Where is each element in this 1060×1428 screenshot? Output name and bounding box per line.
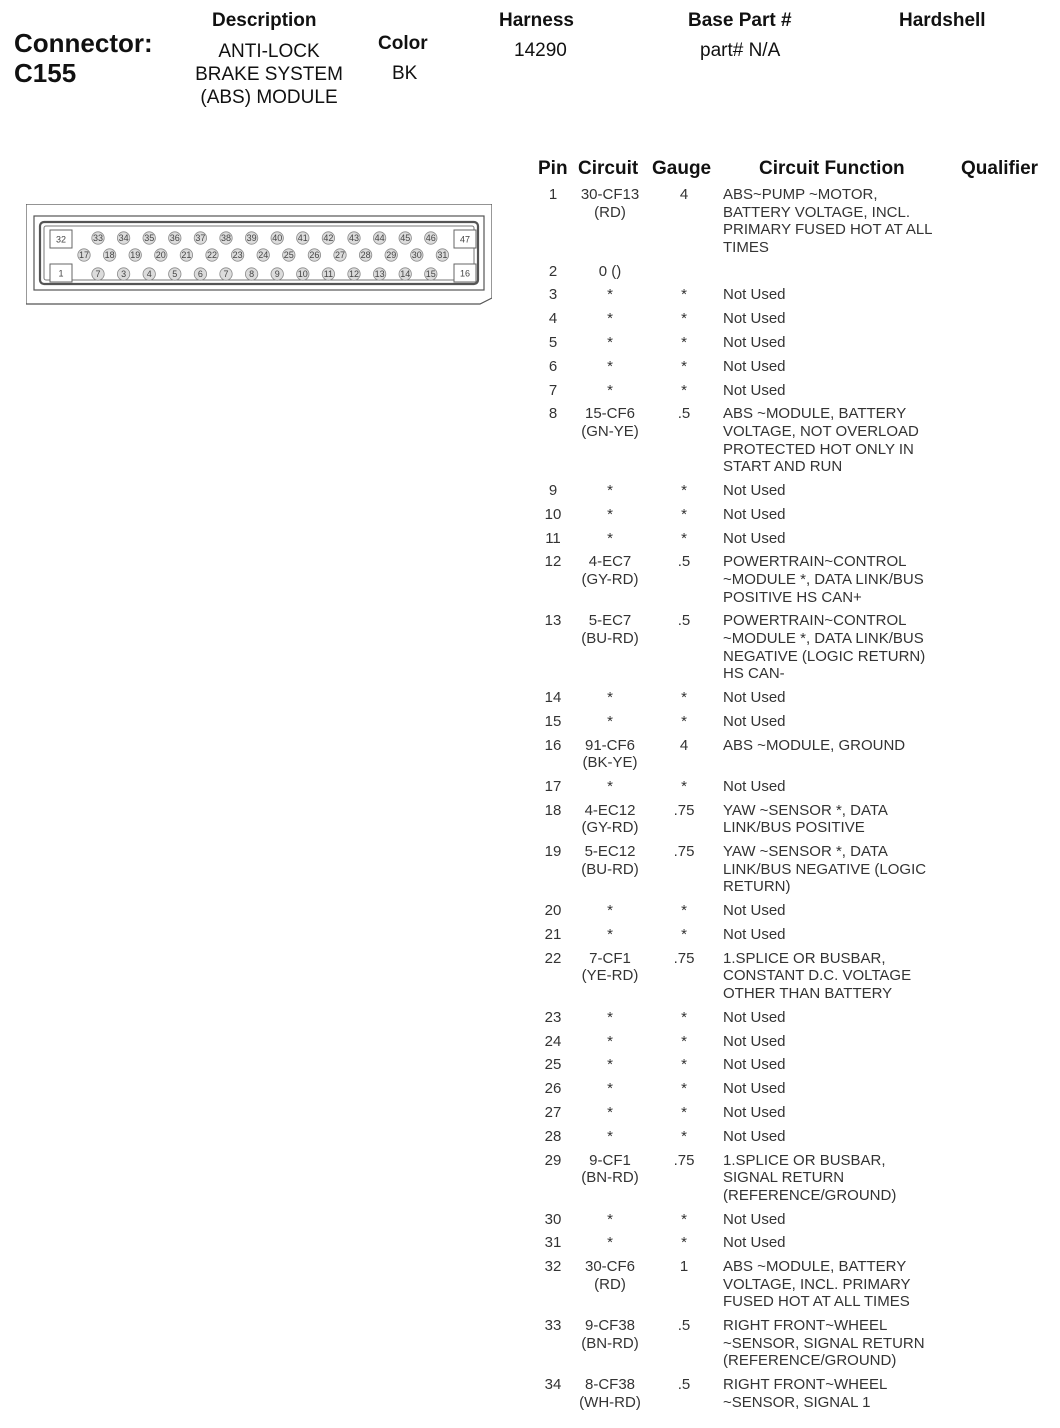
pin-row <box>520 1152 1060 1211</box>
pin-row <box>520 530 1060 554</box>
circuit-id: * <box>607 505 613 523</box>
pin-number: 8 <box>548 405 558 423</box>
wire-gauge: * <box>681 712 687 730</box>
pin-number: 33 <box>544 1317 562 1335</box>
pin-row <box>520 778 1060 802</box>
pin-number: 2 <box>548 262 558 280</box>
description-line: (ABS) MODULE <box>200 87 338 108</box>
pin-label: 26 <box>309 250 320 260</box>
pin-label: 31 <box>437 250 448 260</box>
circuit-id: 9-CF1 (BN-RD) <box>581 1151 639 1187</box>
circuit-function: Not Used <box>723 1127 786 1145</box>
pin-number: 31 <box>544 1234 562 1252</box>
circuit-id: 91-CF6 (BK-YE) <box>582 736 638 772</box>
pin-label: 6 <box>197 269 203 279</box>
wire-gauge: .75 <box>673 843 695 861</box>
pin-row <box>520 382 1060 406</box>
pin-label: 45 <box>400 233 411 243</box>
wire-gauge: .5 <box>677 553 691 571</box>
wire-gauge: 4 <box>679 186 689 203</box>
pin-label: 20 <box>155 250 166 260</box>
pin-row <box>520 553 1060 612</box>
pin-label: 27 <box>334 250 346 260</box>
circuit-function: Not Used <box>723 310 786 328</box>
pin-number: 4 <box>548 310 558 328</box>
wire-gauge: * <box>681 925 687 943</box>
pin-row <box>520 1033 1060 1057</box>
pin-row <box>520 506 1060 530</box>
pin-row <box>520 1056 1060 1080</box>
color-value: BK <box>392 63 418 84</box>
pin-number: 32 <box>544 1258 562 1276</box>
circuit-function: Not Used <box>723 925 786 943</box>
pin-label: 10 <box>297 269 308 279</box>
pin-number: 5 <box>548 333 558 351</box>
wire-gauge: * <box>681 529 687 547</box>
circuit-function: ABS ~MODULE, BATTERY VOLTAGE, NOT OVERLOAD PROTECTED HOT ONLY IN START AND RUN <box>723 405 919 476</box>
pin-row <box>520 1080 1060 1104</box>
circuit-id: 4-EC7 (GY-RD) <box>581 553 639 588</box>
pin-label: 15 <box>425 269 436 279</box>
wire-gauge: .5 <box>677 612 691 630</box>
pin-number: 6 <box>548 357 558 375</box>
pin-label: 38 <box>220 233 232 243</box>
pin-label: 5 <box>172 269 178 279</box>
circuit-function: Not Used <box>723 1056 786 1074</box>
wire-gauge: * <box>681 1032 687 1050</box>
circuit-id: * <box>607 925 613 943</box>
wire-gauge: .5 <box>677 1376 691 1394</box>
circuit-function: Not Used <box>723 1032 786 1050</box>
circuit-function: Not Used <box>723 333 786 351</box>
pin-row <box>520 1258 1060 1317</box>
pin-number: 16 <box>544 736 562 754</box>
wire-gauge: * <box>681 333 687 351</box>
pin-label: 43 <box>348 233 360 243</box>
col-header-function: Circuit Function <box>759 158 905 179</box>
col-header-gauge: Gauge <box>652 158 712 179</box>
pin-number: 13 <box>544 612 562 630</box>
wire-gauge: * <box>681 381 687 399</box>
pin-number: 11 <box>545 529 561 547</box>
pin-label: 44 <box>374 233 385 243</box>
pin-label: 4 <box>146 269 152 279</box>
wire-gauge: * <box>681 688 687 706</box>
pin-label: 22 <box>206 250 218 260</box>
pin-row <box>520 926 1060 950</box>
circuit-function: Not Used <box>723 1210 786 1228</box>
pin-row <box>520 612 1060 689</box>
pin-table <box>520 186 1060 1417</box>
pin-number: 14 <box>544 688 562 706</box>
pin-row <box>520 1211 1060 1235</box>
pin-number: 25 <box>544 1056 562 1074</box>
circuit-id: * <box>607 712 613 730</box>
pin-label: 8 <box>249 269 255 279</box>
pin-label: 21 <box>181 250 192 260</box>
pin-row <box>520 902 1060 926</box>
circuit-id: * <box>607 688 613 706</box>
circuit-id: * <box>607 1056 613 1074</box>
pin-number: 22 <box>544 949 562 967</box>
pin-number: 3 <box>548 286 558 304</box>
pin-number: 17 <box>544 777 562 795</box>
circuit-id: 5-EC12 (BU-RD) <box>581 843 639 878</box>
wire-gauge: * <box>681 481 687 499</box>
col-header-pin: Pin <box>538 158 568 179</box>
pin-label: 34 <box>118 233 129 243</box>
pin-row <box>520 334 1060 358</box>
circuit-function: Not Used <box>723 688 786 706</box>
pin-label: 29 <box>386 250 397 260</box>
description-line: BRAKE SYSTEM <box>195 64 343 85</box>
circuit-id: * <box>607 1032 613 1050</box>
pin-row <box>520 405 1060 482</box>
circuit-id: 30-CF6 (RD) <box>584 1258 636 1293</box>
circuit-id: 7-CF1 (YE-RD) <box>581 949 639 985</box>
pin-number: 10 <box>544 505 562 523</box>
circuit-id: * <box>607 1080 613 1098</box>
pin-label: 28 <box>360 250 371 260</box>
circuit-function: POWERTRAIN~CONTROL ~MODULE *, DATA LINK/BUS NEGATIVE (LOGIC RETURN) HS CAN- <box>723 612 926 683</box>
circuit-function: Not Used <box>723 1103 786 1121</box>
circuit-function: RIGHT FRONT~WHEEL ~SENSOR, SIGNAL 1 <box>723 1376 888 1411</box>
pin-row <box>520 1009 1060 1033</box>
pin-row <box>520 358 1060 382</box>
pin-label: 18 <box>104 250 115 260</box>
description-header: Description <box>212 10 317 31</box>
pin-label: 33 <box>92 233 104 243</box>
circuit-function: Not Used <box>723 529 786 547</box>
wire-gauge: * <box>681 1210 687 1228</box>
connector-id: C155 <box>14 58 77 88</box>
circuit-id: 9-CF38 (BN-RD) <box>581 1317 639 1352</box>
pin-label: 19 <box>130 250 141 260</box>
circuit-function: Not Used <box>723 481 786 499</box>
pin-label-right-bottom: 16 <box>459 268 471 279</box>
description-line: ANTI-LOCK <box>218 41 320 62</box>
circuit-function: Not Used <box>723 381 786 399</box>
pin-label: 17 <box>78 250 90 260</box>
pin-label: 9 <box>274 269 280 279</box>
hardshell-header: Hardshell <box>899 10 986 31</box>
pin-row <box>520 1104 1060 1128</box>
pin-label: 46 <box>425 233 436 243</box>
wire-gauge: * <box>681 310 687 328</box>
wire-gauge: * <box>681 1234 687 1252</box>
circuit-function: Not Used <box>723 1234 786 1252</box>
wire-gauge: * <box>681 1008 687 1026</box>
circuit-id: * <box>607 1127 613 1145</box>
pin-number: 18 <box>544 801 562 819</box>
pin-row <box>520 1234 1060 1258</box>
circuit-id: 4-EC12 (GY-RD) <box>581 801 639 837</box>
pin-label: 42 <box>323 233 334 243</box>
wire-gauge: * <box>681 902 687 920</box>
pin-number: 24 <box>544 1032 562 1050</box>
wire-gauge: .75 <box>673 949 695 967</box>
circuit-function: Not Used <box>723 1008 786 1026</box>
harness-header: Harness <box>499 10 574 31</box>
wire-gauge: * <box>681 1080 687 1098</box>
wire-gauge: * <box>681 505 687 523</box>
pin-row <box>520 689 1060 713</box>
pin-label: 7 <box>95 269 101 279</box>
pin-label: 7 <box>223 269 229 279</box>
circuit-id: * <box>607 1008 613 1026</box>
circuit-function: ABS ~MODULE, BATTERY VOLTAGE, INCL. PRIMARY FUSED HOT AT ALL TIMES <box>723 1258 911 1311</box>
pin-number: 19 <box>544 843 562 861</box>
pin-label: 40 <box>272 233 283 243</box>
circuit-id: 5-EC7 (BU-RD) <box>581 612 639 647</box>
pin-number: 34 <box>544 1376 562 1394</box>
circuit-function: 1.SPLICE OR BUSBAR, CONSTANT D.C. VOLTAGE OTHER THAN BATTERY <box>723 949 912 1002</box>
circuit-id: * <box>607 286 613 304</box>
circuit-id: * <box>607 481 613 499</box>
pin-label: 30 <box>411 250 422 260</box>
circuit-id: * <box>607 902 613 920</box>
circuit-function: Not Used <box>723 357 786 375</box>
circuit-id: * <box>607 529 613 547</box>
pin-row <box>520 1128 1060 1152</box>
pin-label: 23 <box>232 250 243 260</box>
pin-label: 41 <box>297 233 308 243</box>
circuit-function: Not Used <box>723 505 786 523</box>
circuit-id: 8-CF38 (WH-RD) <box>579 1376 641 1411</box>
wire-gauge: * <box>681 1103 687 1121</box>
pin-row <box>520 263 1060 287</box>
pin-number: 23 <box>544 1008 562 1026</box>
wire-gauge: .75 <box>673 801 695 819</box>
pin-row <box>520 310 1060 334</box>
pin-label: 24 <box>258 250 269 260</box>
circuit-id: * <box>607 777 613 795</box>
pin-number: 30 <box>544 1210 562 1228</box>
pin-label: 12 <box>348 269 360 279</box>
pin-number: 28 <box>544 1127 562 1145</box>
pin-number: 29 <box>544 1151 562 1169</box>
circuit-id: * <box>607 357 613 375</box>
pin-row <box>520 713 1060 737</box>
circuit-id: 0 () <box>598 262 622 280</box>
circuit-id: * <box>607 1103 613 1121</box>
circuit-function: YAW ~SENSOR *, DATA LINK/BUS POSITIVE <box>723 801 888 837</box>
col-header-qualifier: Qualifier <box>961 158 1039 179</box>
circuit-function: Not Used <box>723 902 786 920</box>
circuit-function: 1.SPLICE OR BUSBAR, SIGNAL RETURN (REFERENCE/GROUND) <box>723 1151 897 1204</box>
wire-gauge: * <box>681 1127 687 1145</box>
circuit-function: ABS ~MODULE, GROUND <box>723 736 906 754</box>
wire-gauge: .5 <box>677 405 691 423</box>
pin-label-right-top: 47 <box>459 234 471 245</box>
pin-number: 7 <box>548 381 558 399</box>
pin-number: 26 <box>544 1080 562 1098</box>
circuit-id: 30-CF13 (RD) <box>580 186 640 221</box>
pin-label: 35 <box>144 233 155 243</box>
description-value <box>170 40 368 109</box>
circuit-function: Not Used <box>723 1080 786 1098</box>
circuit-id: * <box>607 1234 613 1252</box>
pin-row <box>520 186 1060 263</box>
circuit-id: * <box>607 381 613 399</box>
circuit-function: Not Used <box>723 777 786 795</box>
pin-row <box>520 286 1060 310</box>
pin-row <box>520 950 1060 1009</box>
pin-label: 39 <box>246 233 257 243</box>
base-part-header: Base Part # <box>688 10 792 31</box>
connector-face-diagram <box>26 204 492 311</box>
wire-gauge: * <box>681 1056 687 1074</box>
circuit-function: Not Used <box>723 712 786 730</box>
wire-gauge: * <box>681 357 687 375</box>
circuit-id: * <box>607 1210 613 1228</box>
base-part-value: part# N/A <box>700 40 781 61</box>
pin-number: 20 <box>544 902 562 920</box>
pin-number: 27 <box>544 1103 562 1121</box>
color-header: Color <box>378 33 428 54</box>
circuit-function: POWERTRAIN~CONTROL ~MODULE *, DATA LINK/BUS POSITIVE HS CAN+ <box>723 553 924 606</box>
circuit-function: Not Used <box>723 286 786 304</box>
pin-label: 25 <box>283 250 294 260</box>
pin-row <box>520 482 1060 506</box>
pin-row <box>520 1317 1060 1376</box>
circuit-function: ABS~PUMP ~MOTOR, BATTERY VOLTAGE, INCL. PRIMARY FUSED HOT AT ALL TIMES <box>723 186 933 256</box>
circuit-function: YAW ~SENSOR *, DATA LINK/BUS NEGATIVE (LOGIC RETURN) <box>723 843 927 896</box>
pin-row <box>520 1376 1060 1417</box>
wire-gauge: .5 <box>677 1317 691 1335</box>
circuit-id: * <box>607 310 613 328</box>
circuit-function: RIGHT FRONT~WHEEL ~SENSOR, SIGNAL RETURN (REFERENCE/GROUND) <box>723 1317 925 1370</box>
pin-row <box>520 737 1060 778</box>
pin-number: 9 <box>548 481 558 499</box>
pin-row <box>520 843 1060 902</box>
connector-label: Connector: <box>14 28 153 58</box>
pin-label: 37 <box>195 233 206 243</box>
pin-number: 21 <box>544 925 562 943</box>
wire-gauge: 1 <box>679 1258 689 1276</box>
circuit-id: * <box>607 333 613 351</box>
circuit-id: 15-CF6 (GN-YE) <box>581 405 639 440</box>
pin-label: 13 <box>374 269 385 279</box>
pin-number: 1 <box>548 186 558 203</box>
col-header-circuit: Circuit <box>578 158 639 179</box>
pin-number: 15 <box>544 712 562 730</box>
pin-number: 12 <box>544 553 562 571</box>
pin-label: 11 <box>323 269 334 279</box>
pin-label-left-bottom: 1 <box>58 268 64 279</box>
wire-gauge: .75 <box>673 1151 695 1169</box>
pin-label: 14 <box>400 269 411 279</box>
wire-gauge: 4 <box>679 736 689 754</box>
pin-label: 3 <box>121 269 127 279</box>
pin-label: 36 <box>169 233 180 243</box>
harness-value: 14290 <box>514 40 567 61</box>
pin-row <box>520 802 1060 843</box>
wire-gauge: * <box>681 286 687 304</box>
wire-gauge: * <box>681 777 687 795</box>
pin-label-left-top: 32 <box>55 234 67 245</box>
